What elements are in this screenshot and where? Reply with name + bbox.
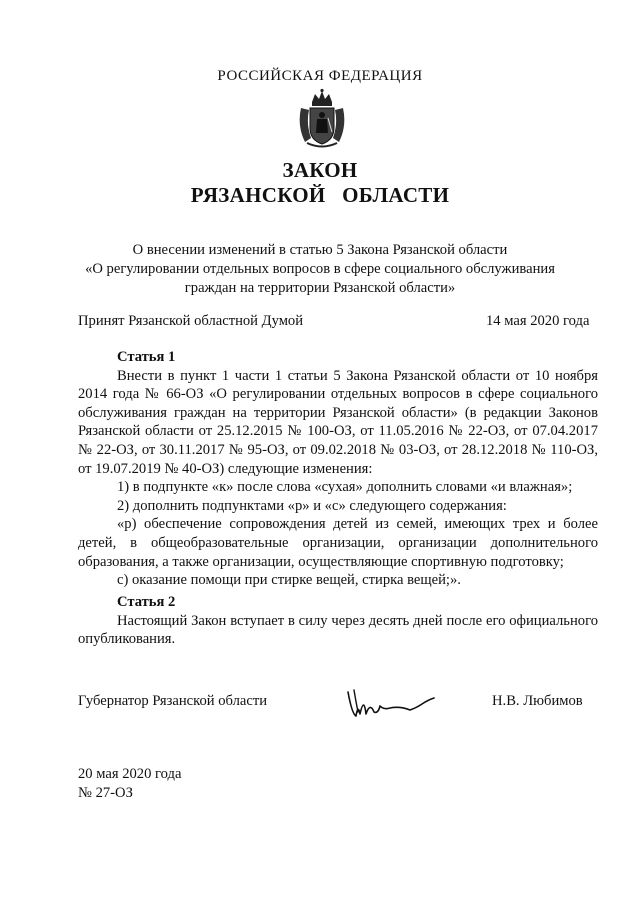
- article-1-subitem-s: с) оказание помощи при стирке вещей, стирка вещей;».: [117, 572, 461, 589]
- law-subject: [70, 241, 570, 298]
- handwritten-signature-icon: [344, 684, 438, 722]
- law-title-line1: ЗАКОН: [282, 158, 358, 182]
- article-1-item-1: 1) в подпункте «к» после слова «сухая» дополнить словами «и влажная»;: [117, 479, 573, 496]
- law-title: [0, 158, 640, 208]
- subject-line3: граждан на территории Рязанской области»: [184, 280, 456, 296]
- coat-of-arms-icon: [295, 88, 349, 148]
- article-1-heading: Статья 1: [117, 349, 176, 365]
- adoption-label: Принят Рязанской областной Думой: [78, 313, 304, 329]
- article-2-paragraph: Настоящий Закон вступает в силу через десять дней после его официального опубликования.: [78, 612, 598, 648]
- governor-position: Губернатор Рязанской области: [78, 693, 268, 709]
- article-1-subitem-r: «р) обеспечение сопровождения детей из семей, имеющих трех и более детей, в общеобразовательные организации, организации дополнительного образования, а также организации, осуществляющие спортивную подготовку;: [78, 516, 598, 570]
- signing-info: [78, 765, 181, 802]
- law-title-line2: РЯЗАНСКОЙ ОБЛАСТИ: [190, 183, 450, 207]
- article-2: [78, 593, 598, 649]
- article-1-item-2: 2) дополнить подпунктами «р» и «с» следующего содержания:: [117, 497, 507, 514]
- law-number: № 27-ОЗ: [78, 784, 133, 801]
- article-2-heading: Статья 2: [117, 594, 176, 610]
- country-header: РОССИЙСКАЯ ФЕДЕРАЦИЯ: [217, 68, 423, 84]
- subject-line1: О внесении изменений в статью 5 Закона Рязанской области: [132, 242, 508, 258]
- adoption-date: 14 мая 2020 года: [486, 313, 590, 329]
- governor-name: Н.В. Любимов: [492, 693, 583, 709]
- article-1-paragraph-intro: Внести в пункт 1 части 1 статьи 5 Закона Рязанской области от 10 ноября 2014 года № 66-ОЗ «О регулировании отдельных вопросов в сфере социального обслуживания граждан на территории Рязанской области» (в редакции Законов Рязанской области от 25.12.2015 № 100-ОЗ, от 11.05.2016 № 22-ОЗ, от 07.04.2017 № 22-ОЗ, от 30.11.2017 № 95-ОЗ, от 09.02.2018 № 03-ОЗ, от 28.12.2018 № 110-ОЗ, от 19.07.2019 № 40-ОЗ) следующие изменения:: [78, 367, 598, 477]
- article-1: [78, 348, 598, 590]
- subject-line2: «О регулировании отдельных вопросов в сфере социального обслуживания: [85, 261, 555, 277]
- signing-date: 20 мая 2020 года: [78, 766, 182, 782]
